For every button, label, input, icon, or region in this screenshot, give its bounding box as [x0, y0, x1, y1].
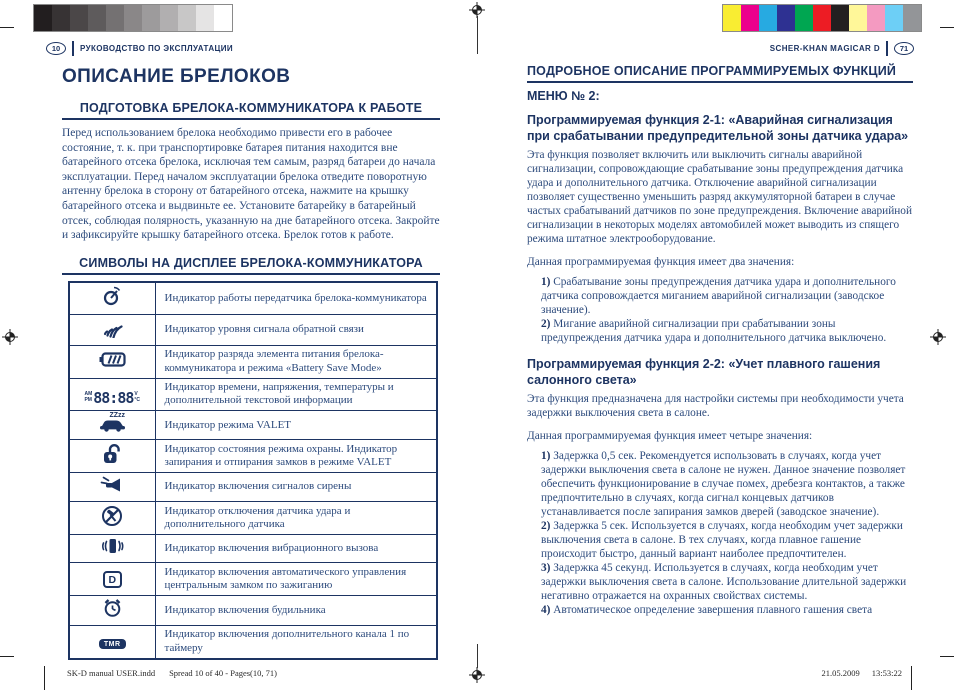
symbol-description: Индикатор состояния режима охраны. Индикатор запирания и отпирания замков в режиме VALET — [155, 440, 437, 473]
color-swatch — [124, 5, 142, 31]
page-number-badge: 10 — [46, 42, 66, 55]
trim-mark — [0, 27, 14, 28]
value-text: Задержка 0,5 сек. Рекомендуется использовать в случаях, когда учет задержки выключения света в салоне не нужен. Данное значение позволяет обеспечить функционирование в случае помех, дребезга контактов, а также предпочтительно в случаях, когда сигнал концевых датчиков устанавливается после запирания замков дверей (заводское значение). — [541, 450, 906, 518]
color-swatch — [34, 5, 52, 31]
section-heading-functions: ПОДРОБНОЕ ОПИСАНИЕ ПРОГРАММИРУЕМЫХ ФУНКЦИЙ — [527, 64, 913, 83]
value-text: Задержка 45 секунд. Используется в случаях, когда необходим учет задержки выключения света в салоне. Использование длительной задержки негативно отражается на охранных свойствах системы. — [541, 562, 907, 602]
icon-cell — [69, 502, 155, 535]
color-swatch — [214, 5, 232, 31]
icon-cell — [69, 473, 155, 502]
function-2-2-heading: Программируемая функция 2-2: «Учет плавного гашения салонного света» — [527, 357, 881, 387]
table-row — [69, 411, 437, 440]
lcd-units-label: V °C — [134, 391, 141, 403]
color-swatch — [777, 5, 795, 31]
preparation-paragraph: Перед использованием брелока необходимо привести его в рабочее состояние, т. к. при транспортировке батарея питания находится вне батарейного отсека брелока, исключая тем самым, разряд батареи до начала эксплуатации. Перед началом эксплуатации брелока отведите поворотную антенну брелока в сторону от батарейного отсека, нажмите на крышку батарейного отсека и выдвиньте ее. Установите батарейку в батарейный отсек, соблюдая полярность, указанную на дне батарейного отсека. Закройте и зафиксируйте крышку батарейного отсека. Брелок готов к работе. — [62, 127, 440, 242]
registration-mark-left — [2, 329, 18, 345]
header-divider — [72, 41, 74, 56]
color-swatch — [196, 5, 214, 31]
symbol-description: Индикатор режима VALET — [155, 411, 437, 440]
trim-mark — [940, 27, 954, 28]
symbol-description: Индикатор работы передатчика брелока-коммуникатора — [155, 282, 437, 315]
icon-cell — [69, 378, 155, 411]
door-auto-lock-icon: D — [103, 571, 122, 588]
value-number: 2) — [541, 318, 551, 330]
siren-icon — [100, 475, 125, 494]
page-title: ОПИСАНИЕ БРЕЛОКОВ — [62, 66, 291, 87]
table-row — [69, 473, 437, 502]
table-row — [69, 625, 437, 658]
symbols-table — [68, 281, 438, 660]
trim-mark — [0, 656, 14, 657]
signal-level-icon — [100, 317, 124, 338]
alarm-clock-icon — [102, 598, 123, 618]
value-number: 2) — [541, 520, 551, 532]
value-item — [541, 561, 913, 603]
icon-cell — [69, 411, 155, 440]
section-heading-preparation: ПОДГОТОВКА БРЕЛОКА-КОММУНИКАТОРА К РАБОТЕ — [62, 101, 440, 120]
footer-date: 21.05.2009 — [821, 668, 860, 678]
lcd-display-icon — [84, 389, 140, 407]
function-2-1-values — [541, 275, 913, 345]
function-2-1-paragraph: Эта функция позволяет включить или выключить сигналы аварийной сигнализации, сопровождающие срабатывание зоны предупреждения датчика удара и дополнительного датчика. Отключение аварийной сигнализации позволяет существенно уменьшить разряд аккумуляторной батареи в случае частых срабатываний датчиков по зоне предупреждения. Включение аварийной сигнализации в некоторых моделях автомобилей может выводить из спящего режима штатное электрооборудование. — [527, 149, 912, 245]
table-row — [69, 378, 437, 411]
function-2-2-values-intro: Данная программируемая функция имеет четыре значения: — [527, 430, 813, 442]
color-swatch — [52, 5, 70, 31]
color-calibration-bar — [722, 4, 922, 32]
icon-cell — [69, 314, 155, 345]
color-swatch — [88, 5, 106, 31]
color-swatch — [903, 5, 921, 31]
color-swatch — [142, 5, 160, 31]
icon-cell — [69, 282, 155, 315]
table-row — [69, 563, 437, 596]
left-page — [62, 66, 440, 660]
icon-cell — [69, 625, 155, 658]
value-item — [541, 275, 913, 317]
trim-mark — [44, 666, 45, 690]
value-text: Мигание аварийной сигнализации при срабатывании зоны предупреждения датчика удара и дополнительного датчика выключено. — [541, 318, 887, 344]
function-2-1-values-intro: Данная программируемая функция имеет два значения: — [527, 256, 795, 268]
left-page-header — [46, 41, 233, 56]
function-2-1-heading: Программируемая функция 2-1: «Аварийная сигнализация при срабатывании предупредительной зоны датчика удара» — [527, 113, 909, 143]
page-number-badge: 71 — [894, 42, 914, 55]
function-2-2-values — [541, 449, 913, 617]
color-swatch — [106, 5, 124, 31]
value-number: 4) — [541, 604, 551, 616]
color-swatch — [867, 5, 885, 31]
icon-cell — [69, 440, 155, 473]
table-row — [69, 282, 437, 315]
symbol-description: Индикатор включения вибрационного вызова — [155, 535, 437, 563]
table-row — [69, 502, 437, 535]
header-divider — [886, 41, 888, 56]
color-swatch — [885, 5, 903, 31]
symbol-description: Индикатор уровня сигнала обратной связи — [155, 314, 437, 345]
table-row — [69, 440, 437, 473]
section-heading-symbols: СИМВОЛЫ НА ДИСПЛЕЕ БРЕЛОКА-КОММУНИКАТОРА — [62, 256, 440, 275]
color-swatch — [795, 5, 813, 31]
symbol-description: Индикатор включения автоматического управления центральным замком по зажиганию — [155, 563, 437, 596]
table-row — [69, 595, 437, 625]
lcd-digits: 88:88 — [93, 388, 134, 407]
icon-cell — [69, 345, 155, 378]
left-header-text: РУКОВОДСТВО ПО ЭКСПЛУАТАЦИИ — [80, 44, 234, 53]
color-swatch — [741, 5, 759, 31]
right-page-header — [770, 41, 914, 56]
value-text: Срабатывание зоны предупреждения датчика удара и дополнительного датчика сопровождается миганием аварийной сигнализации (заводское значение). — [541, 276, 896, 316]
color-swatch — [813, 5, 831, 31]
symbol-description: Индикатор включения будильника — [155, 595, 437, 625]
vibration-call-icon — [100, 537, 125, 555]
value-text: Задержка 5 сек. Используется в случаях, когда необходим учет задержки выключения света в салоне. В тех случаях, когда плавное гашение происходит быстро, данный вариант наиболее предпочтителен. — [541, 520, 903, 560]
timer-badge-icon: TMR — [99, 639, 126, 649]
icon-cell — [69, 563, 155, 596]
symbol-description: Индикатор включения сигналов сирены — [155, 473, 437, 502]
symbol-description: Индикатор отключения датчика удара и дополнительного датчика — [155, 502, 437, 535]
right-header-text: SCHER-KHAN MAGICAR D — [769, 44, 880, 53]
value-text: Автоматическое определение завершения плавного гашения света — [553, 604, 873, 616]
value-item — [541, 603, 913, 617]
symbol-description: Индикатор включения дополнительного канала 1 по таймеру — [155, 625, 437, 658]
table-row — [69, 314, 437, 345]
symbol-description: Индикатор времени, напряжения, температуры и дополнительной текстовой информации — [155, 378, 437, 411]
trim-mark — [911, 666, 912, 690]
color-swatch — [849, 5, 867, 31]
value-number: 1) — [541, 450, 551, 462]
menu-number-line: МЕНЮ № 2: — [527, 89, 600, 103]
registration-mark-bottom — [469, 667, 485, 683]
footer-file-info — [67, 668, 277, 678]
value-item — [541, 519, 913, 561]
color-swatch — [831, 5, 849, 31]
valet-car-icon — [99, 419, 126, 432]
transmitter-icon — [101, 285, 123, 307]
grayscale-calibration-bar — [33, 4, 233, 32]
color-swatch — [178, 5, 196, 31]
footer-spread-info: Spread 10 of 40 - Pages(10, 71) — [169, 668, 277, 678]
center-fold-line-bottom — [477, 644, 478, 668]
value-item — [541, 449, 913, 519]
color-swatch — [70, 5, 88, 31]
value-number: 3) — [541, 562, 551, 574]
footer-timestamp — [822, 668, 902, 678]
color-swatch — [723, 5, 741, 31]
sensor-off-icon — [101, 505, 123, 527]
footer-filename: SK-D manual USER.indd — [67, 668, 156, 678]
symbol-description: Индикатор разряда элемента питания брелока-коммуникатора и режима «Battery Save Mode» — [155, 345, 437, 378]
function-2-2-paragraph: Эта функция предназначена для настройки системы при необходимости учета задержки выключения света в салоне. — [527, 393, 904, 419]
battery-icon — [99, 352, 126, 367]
registration-mark-right — [930, 329, 946, 345]
value-number: 1) — [541, 276, 551, 288]
sleep-zzz-label: ZZzz — [109, 412, 126, 420]
footer-time: 13:53:22 — [871, 668, 902, 678]
color-swatch — [160, 5, 178, 31]
icon-cell — [69, 535, 155, 563]
padlock-open-icon — [102, 443, 123, 465]
right-page — [527, 64, 913, 629]
icon-cell — [69, 595, 155, 625]
value-item — [541, 317, 913, 345]
center-fold-line-top — [477, 16, 478, 54]
trim-mark — [940, 656, 954, 657]
table-row — [69, 345, 437, 378]
color-swatch — [759, 5, 777, 31]
lcd-ampm-label: AM PM — [84, 391, 93, 403]
table-row — [69, 535, 437, 563]
